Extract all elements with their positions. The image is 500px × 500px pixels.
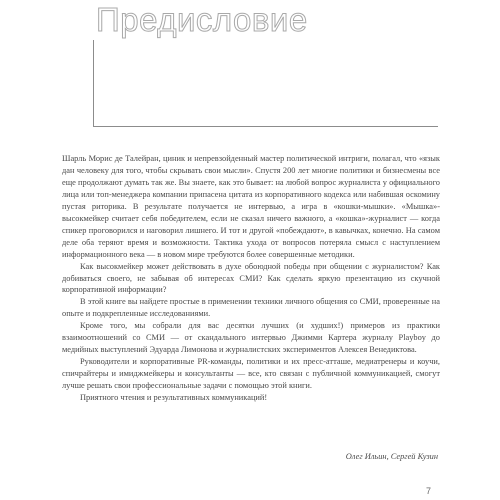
paragraph-techniques: В этой книге вы найдете простые в применении техники личного общения со СМИ, проверенные на опыте и подкрепленные исследованиями. [62, 297, 440, 319]
paragraph-intro: Шарль Морис де Талейран, циник и непревзойденный мастер политической интриги, полагал, что «язык дан человеку для того, чтобы скрывать свои мысли». Спустя 200 лет многие политики и бизнесмены все еще продолжают думать так же. Вы знаете, как это бывает: на любой вопрос журналиста у официального лица или топ-менеджера компании припасена цитата из корпоративного кодекса или набившая оскомину пустая риторика. В результате получается не интервью, а игра в «кошки-мышки». «Мышка»-высокмейкер считает себя победителем, если не сказал ничего важного, а «кошка»-журналист — когда спикер проговорился и наговорил лишнего. И тот и другой «побеждают», в кавычках, конечно. На самом деле оба теряют время и возможности. Тактика ухода от вопросов потеряла смысл с наступлением информационного века — в новом мире требуются более совершенные методики. [62, 154, 440, 259]
paragraph-questions: Как высокмейкер может действовать в духе обоюдной победы при общении с журналистом? Как добиваться своего, не забывая об интересах СМИ? Как сделать яркую презентацию из скучной корпоративной информации? [62, 261, 440, 295]
paragraph-closing: Приятного чтения и результативных коммуникаций! [80, 393, 268, 403]
chapter-title: Предисловие [96, 1, 308, 38]
vertical-rule [93, 40, 94, 127]
horizontal-rule [93, 126, 438, 127]
body-text [62, 153, 440, 404]
page-number: 7 [426, 486, 432, 496]
paragraph-examples: Кроме того, мы собрали для вас десятки лучших (и худших!) примеров из практики взаимоотношений со СМИ — от скандального интервью Джимми Картера журналу Playboy до медийных выступлений Эдуарда Лимонова и журналистских экспериментов Алексея Венедиктова. [62, 321, 440, 355]
paragraph-audience: Руководители и корпоративные PR-команды, политики и их пресс-атташе, медиатренеры и коучи, спичрайтеры и имиджмейкеры и консультанты — все, кто связан с публичной коммуникацией, смогут лучше решать свои профессиональные задачи с помощью этой книги. [62, 357, 440, 391]
authors-signature: Олег Ильин, Сергей Кузин [345, 452, 438, 461]
